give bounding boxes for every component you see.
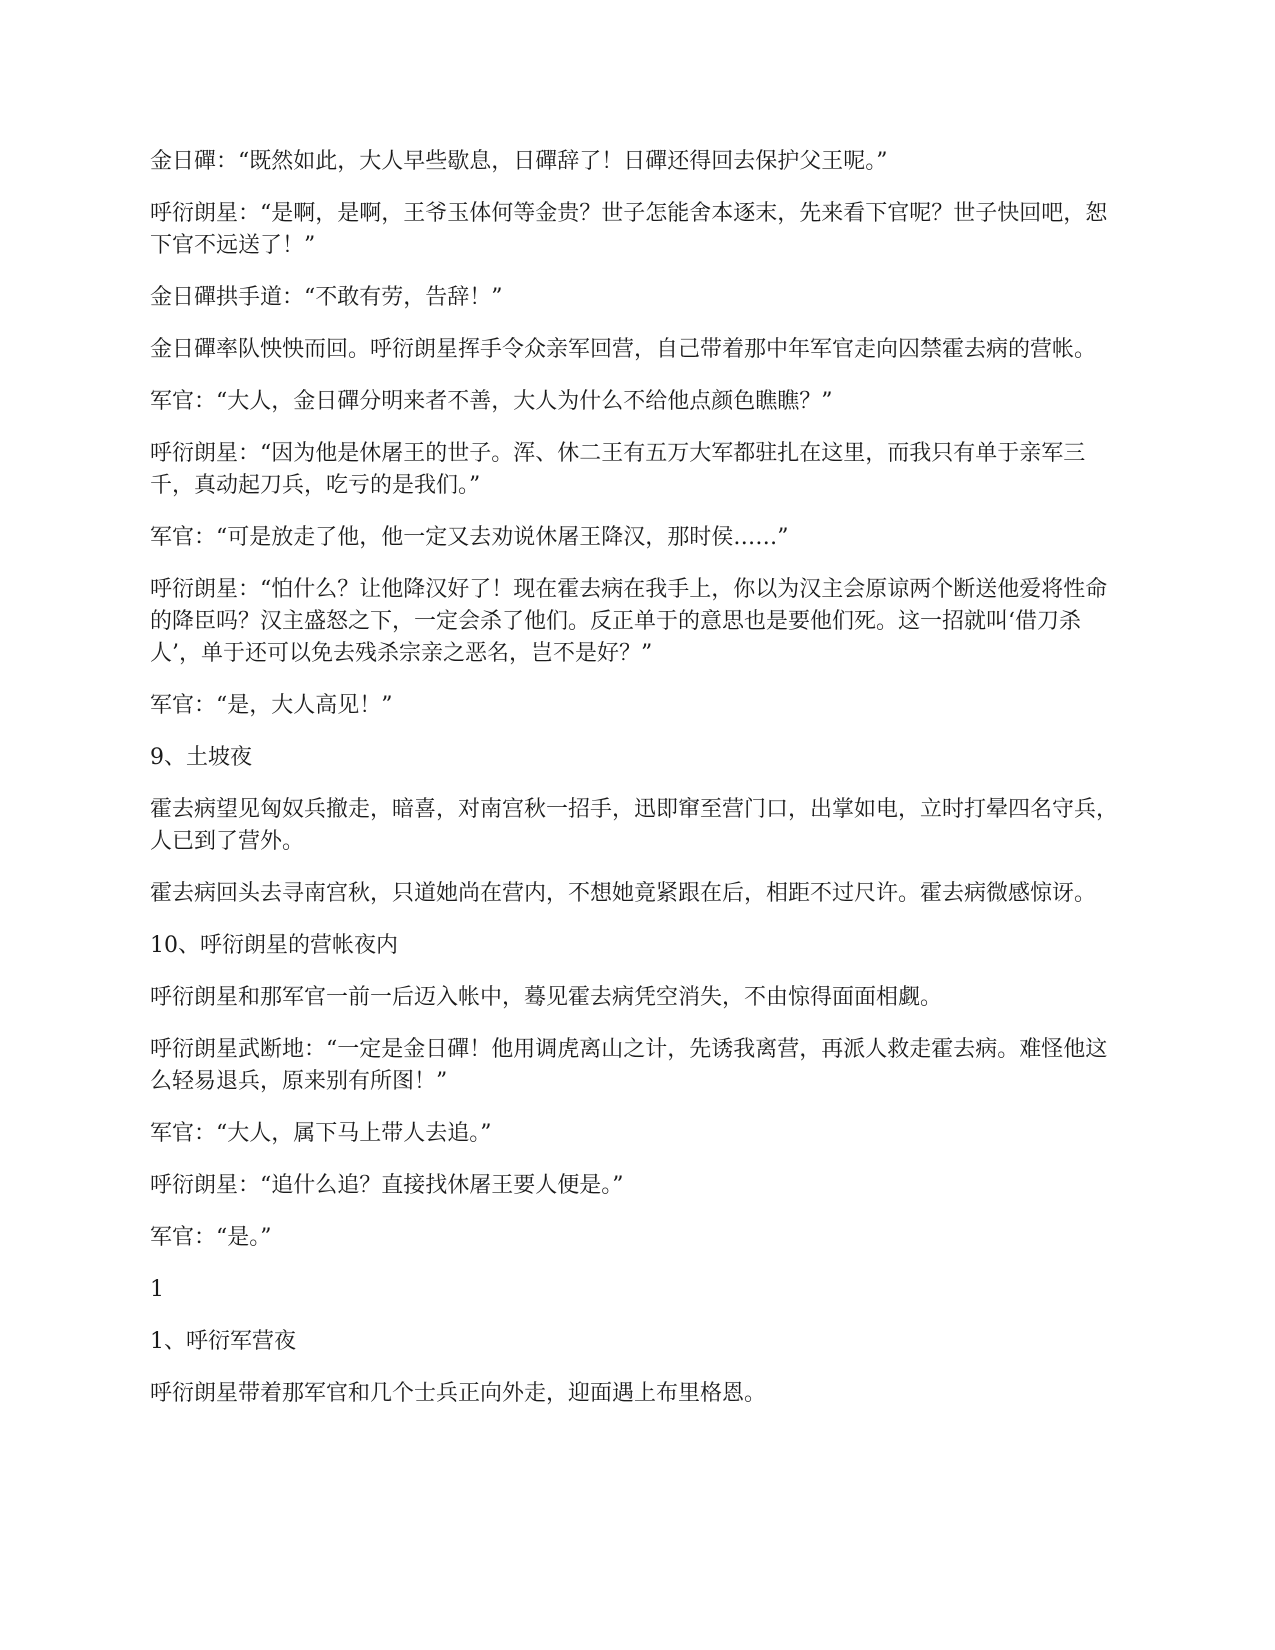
document-body: [150, 146, 1125, 1430]
paragraph: 军官：“是，大人高见！”: [150, 693, 393, 718]
paragraph: 军官：“大人，金日磾分明来者不善，大人为什么不给他点颜色瞧瞧？”: [150, 389, 833, 414]
paragraph: 军官：“大人，属下马上带人去追。”: [150, 1121, 492, 1146]
paragraph: 金日磾拱手道：“不敢有劳，告辞！”: [150, 285, 503, 310]
scene-heading: 1、呼衍军营夜: [150, 1329, 296, 1354]
paragraph: 呼衍朗星带着那军官和几个士兵正向外走，迎面遇上布里格恩。: [150, 1381, 767, 1406]
paragraph: 呼衍朗星和那军官一前一后迈入帐中，蓦见霍去病凭空消失，不由惊得面面相觑。: [150, 985, 943, 1010]
paragraph: 军官：“是。”: [150, 1225, 272, 1250]
paragraph: 霍去病望见匈奴兵撤走，暗喜，对南宫秋一招手，迅即窜至营门口，出掌如电，立时打晕四名守兵，人已到了营外。: [150, 797, 1119, 854]
paragraph: 军官：“可是放走了他，他一定又去劝说休屠王降汉，那时侯……”: [150, 525, 789, 550]
paragraph: 呼衍朗星：“是啊，是啊，王爷玉体何等金贵？世子怎能舍本逐末，先来看下官呢？世子快回吧，恕下官不远送了！”: [150, 201, 1108, 258]
paragraph: 金日磾率队怏怏而回。呼衍朗星挥手令众亲军回营，自己带着那中年军官走向囚禁霍去病的营帐。: [150, 337, 1097, 362]
episode-number: 1: [150, 1277, 164, 1302]
paragraph: 呼衍朗星武断地：“一定是金日磾！他用调虎离山之计，先诱我离营，再派人救走霍去病。难怪他这么轻易退兵，原来别有所图！”: [150, 1037, 1108, 1094]
scene-heading: 10、呼衍朗星的营帐夜内: [150, 933, 398, 958]
paragraph: 呼衍朗星：“因为他是休屠王的世子。浑、休二王有五万大军都驻扎在这里，而我只有单于亲军三千，真动起刀兵，吃亏的是我们。”: [150, 441, 1086, 498]
paragraph: 霍去病回头去寻南宫秋，只道她尚在营内，不想她竟紧跟在后，相距不过尺许。霍去病微感惊讶。: [150, 881, 1097, 906]
paragraph: 呼衍朗星：“怕什么？让他降汉好了！现在霍去病在我手上，你以为汉主会原谅两个断送他爱将性命的降臣吗？汉主盛怒之下，一定会杀了他们。反正单于的意思也是要他们死。这一招就叫‘借刀杀人’，单于还可以免去残杀宗亲之恶名，岂不是好？”: [150, 577, 1108, 666]
paragraph: 呼衍朗星：“追什么追？直接找休屠王要人便是。”: [150, 1173, 624, 1198]
paragraph: 金日磾：“既然如此，大人早些歇息，日磾辞了！日磾还得回去保护父王呢。”: [150, 149, 888, 174]
scene-heading: 9、土坡夜: [150, 745, 252, 770]
